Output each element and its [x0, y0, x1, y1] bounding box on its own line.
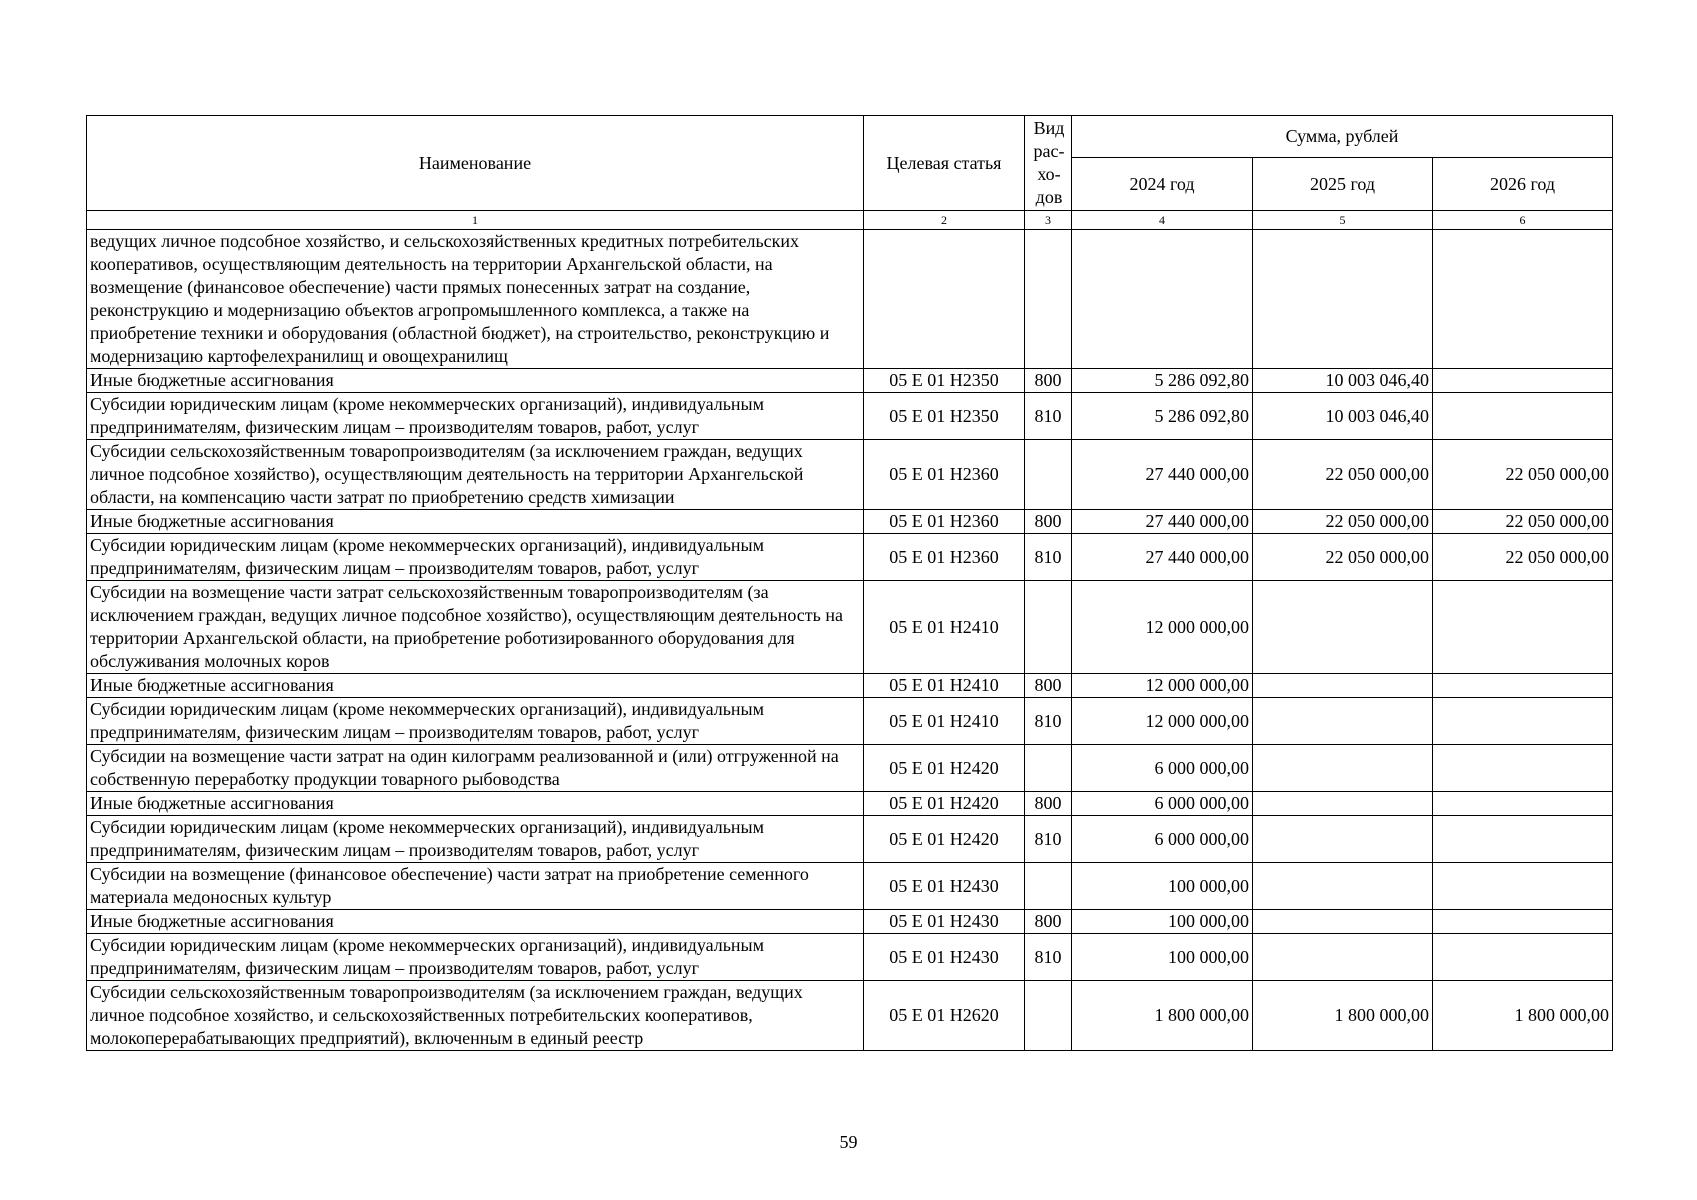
column-number: 6	[1433, 211, 1613, 230]
amount-2024: 5 286 092,80	[1072, 369, 1253, 393]
column-number: 5	[1253, 211, 1433, 230]
amount-2026	[1433, 393, 1613, 440]
table-body	[87, 230, 1613, 1051]
table-row	[87, 674, 1613, 698]
target-article-code: 05 Е 01 Н2410	[864, 581, 1025, 674]
target-article-code: 05 Е 01 Н2430	[864, 863, 1025, 910]
table-row	[87, 910, 1613, 934]
amount-2025	[1253, 863, 1433, 910]
amount-2024: 12 000 000,00	[1072, 581, 1253, 674]
target-article-code: 05 Е 01 Н2350	[864, 393, 1025, 440]
amount-2024: 6 000 000,00	[1072, 745, 1253, 792]
expense-type-code	[1025, 981, 1072, 1051]
header-year-2025: 2025 год	[1253, 158, 1433, 211]
table-row	[87, 698, 1613, 745]
amount-2025	[1253, 230, 1433, 369]
column-number-row	[87, 211, 1613, 230]
amount-2024: 27 440 000,00	[1072, 534, 1253, 581]
amount-2025: 10 003 046,40	[1253, 369, 1433, 393]
expense-type-code: 810	[1025, 393, 1072, 440]
row-name: Субсидии сельскохозяйственным товаропроизводителям (за исключением граждан, ведущих личное подсобное хозяйство), осуществляющим деятельность на территории Архангельской области, на компенсацию части затрат по приобретению средств химизации	[87, 440, 864, 510]
row-name: Субсидии на возмещение (финансовое обеспечение) части затрат на приобретение семенного материала медоносных культур	[87, 863, 864, 910]
target-article-code: 05 Е 01 Н2420	[864, 792, 1025, 816]
header-row-top	[87, 116, 1613, 158]
table-row	[87, 534, 1613, 581]
amount-2026	[1433, 934, 1613, 981]
expense-type-code: 810	[1025, 816, 1072, 863]
table-row	[87, 440, 1613, 510]
amount-2026: 22 050 000,00	[1433, 534, 1613, 581]
amount-2024: 27 440 000,00	[1072, 440, 1253, 510]
amount-2025: 22 050 000,00	[1253, 534, 1433, 581]
row-name: Субсидии юридическим лицам (кроме некоммерческих организаций), индивидуальным предпринимателям, физическим лицам – производителям товаров, работ, услуг	[87, 393, 864, 440]
expense-type-code	[1025, 745, 1072, 792]
table-row	[87, 792, 1613, 816]
table-row	[87, 863, 1613, 910]
amount-2025	[1253, 581, 1433, 674]
amount-2026	[1433, 910, 1613, 934]
row-name: Субсидии на возмещение части затрат на один килограмм реализованной и (или) отгруженной на собственную переработку продукции товарного рыбоводства	[87, 745, 864, 792]
row-name: Субсидии юридическим лицам (кроме некоммерческих организаций), индивидуальным предпринимателям, физическим лицам – производителям товаров, работ, услуг	[87, 698, 864, 745]
amount-2025	[1253, 674, 1433, 698]
header-target-article	[864, 116, 1025, 211]
row-name: ведущих личное подсобное хозяйство, и сельскохозяйственных кредитных потребительских кооперативов, осуществляющим деятельность на территории Архангельской области, на возмещение (финансовое обеспечение) части прямых понесенных затрат на создание, реконструкцию и модернизацию объектов агропромышленного комплекса, а также на приобретение техники и оборудования (областной бюджет), на строительство, реконструкцию и модернизацию картофелехранилищ и овощехранилищ	[87, 230, 864, 369]
row-name: Иные бюджетные ассигнования	[87, 369, 864, 393]
amount-2026: 22 050 000,00	[1433, 440, 1613, 510]
row-name: Субсидии на возмещение части затрат сельскохозяйственным товаропроизводителям (за исключением граждан, ведущих личное подсобное хозяйство), осуществляющим деятельность на территории Архангельской области, на приобретение роботизированного оборудования для обслуживания молочных коров	[87, 581, 864, 674]
row-name: Субсидии юридическим лицам (кроме некоммерческих организаций), индивидуальным предпринимателям, физическим лицам – производителям товаров, работ, услуг	[87, 934, 864, 981]
amount-2026	[1433, 369, 1613, 393]
amount-2024: 12 000 000,00	[1072, 674, 1253, 698]
amount-2026: 22 050 000,00	[1433, 510, 1613, 534]
table-row	[87, 230, 1613, 369]
header-year-2026: 2026 год	[1433, 158, 1613, 211]
amount-2024: 100 000,00	[1072, 934, 1253, 981]
target-article-code: 05 Е 01 Н2360	[864, 534, 1025, 581]
target-article-code: 05 Е 01 Н2410	[864, 698, 1025, 745]
row-name: Субсидии юридическим лицам (кроме некоммерческих организаций), индивидуальным предпринимателям, физическим лицам – производителям товаров, работ, услуг	[87, 816, 864, 863]
expense-type-code: 800	[1025, 510, 1072, 534]
header-name: Наименование	[87, 116, 864, 211]
expense-type-code: 800	[1025, 910, 1072, 934]
amount-2025	[1253, 934, 1433, 981]
amount-2024: 27 440 000,00	[1072, 510, 1253, 534]
target-article-code: 05 Е 01 Н2410	[864, 674, 1025, 698]
expense-type-code: 810	[1025, 698, 1072, 745]
expense-type-code: 800	[1025, 369, 1072, 393]
amount-2025: 1 800 000,00	[1253, 981, 1433, 1051]
amount-2026: 1 800 000,00	[1433, 981, 1613, 1051]
target-article-code: 05 Е 01 Н2360	[864, 440, 1025, 510]
table-row	[87, 934, 1613, 981]
expense-type-code: 800	[1025, 792, 1072, 816]
table-row	[87, 745, 1613, 792]
amount-2024	[1072, 230, 1253, 369]
target-article-code: 05 Е 01 Н2350	[864, 369, 1025, 393]
row-name: Иные бюджетные ассигнования	[87, 792, 864, 816]
amount-2026	[1433, 698, 1613, 745]
amount-2026	[1433, 230, 1613, 369]
expense-type-code: 800	[1025, 674, 1072, 698]
amount-2024: 6 000 000,00	[1072, 792, 1253, 816]
budget-table	[86, 115, 1613, 1051]
column-number: 3	[1025, 211, 1072, 230]
row-name: Иные бюджетные ассигнования	[87, 510, 864, 534]
page-number: 59	[839, 1132, 858, 1152]
header-expense-type-text: Вид рас-хо-дов	[1033, 118, 1065, 207]
amount-2025: 22 050 000,00	[1253, 440, 1433, 510]
table-row	[87, 369, 1613, 393]
target-article-code: 05 Е 01 Н2360	[864, 510, 1025, 534]
table-row	[87, 510, 1613, 534]
amount-2025	[1253, 792, 1433, 816]
header-target-article-text: Целевая статья	[886, 152, 1002, 173]
amount-2026	[1433, 674, 1613, 698]
amount-2024: 1 800 000,00	[1072, 981, 1253, 1051]
expense-type-code: 810	[1025, 534, 1072, 581]
amount-2026	[1433, 792, 1613, 816]
row-name: Иные бюджетные ассигнования	[87, 674, 864, 698]
table-row	[87, 393, 1613, 440]
header-sum: Сумма, рублей	[1072, 116, 1613, 158]
target-article-code: 05 Е 01 Н2430	[864, 934, 1025, 981]
amount-2026	[1433, 581, 1613, 674]
row-name: Субсидии сельскохозяйственным товаропроизводителям (за исключением граждан, ведущих личное подсобное хозяйство, и сельскохозяйственных потребительских кооперативов, молокоперерабатывающих предприятий), включенным в единый реестр	[87, 981, 864, 1051]
column-number: 1	[87, 211, 864, 230]
target-article-code: 05 Е 01 Н2420	[864, 816, 1025, 863]
amount-2026	[1433, 863, 1613, 910]
amount-2025: 22 050 000,00	[1253, 510, 1433, 534]
target-article-code: 05 Е 01 Н2420	[864, 745, 1025, 792]
amount-2025	[1253, 910, 1433, 934]
amount-2025	[1253, 816, 1433, 863]
header-expense-type	[1025, 116, 1072, 211]
target-article-code	[864, 230, 1025, 369]
expense-type-code	[1025, 440, 1072, 510]
amount-2025	[1253, 698, 1433, 745]
amount-2024: 12 000 000,00	[1072, 698, 1253, 745]
amount-2025	[1253, 745, 1433, 792]
amount-2024: 6 000 000,00	[1072, 816, 1253, 863]
table-row	[87, 816, 1613, 863]
amount-2025: 10 003 046,40	[1253, 393, 1433, 440]
row-name: Иные бюджетные ассигнования	[87, 910, 864, 934]
column-number: 4	[1072, 211, 1253, 230]
amount-2026	[1433, 816, 1613, 863]
expense-type-code	[1025, 863, 1072, 910]
expense-type-code: 810	[1025, 934, 1072, 981]
amount-2024: 100 000,00	[1072, 910, 1253, 934]
target-article-code: 05 Е 01 Н2620	[864, 981, 1025, 1051]
table-row	[87, 981, 1613, 1051]
table-row	[87, 581, 1613, 674]
amount-2024: 5 286 092,80	[1072, 393, 1253, 440]
column-number: 2	[864, 211, 1025, 230]
expense-type-code	[1025, 581, 1072, 674]
expense-type-code	[1025, 230, 1072, 369]
header-year-2024: 2024 год	[1072, 158, 1253, 211]
amount-2026	[1433, 745, 1613, 792]
row-name: Субсидии юридическим лицам (кроме некоммерческих организаций), индивидуальным предпринимателям, физическим лицам – производителям товаров, работ, услуг	[87, 534, 864, 581]
target-article-code: 05 Е 01 Н2430	[864, 910, 1025, 934]
amount-2024: 100 000,00	[1072, 863, 1253, 910]
